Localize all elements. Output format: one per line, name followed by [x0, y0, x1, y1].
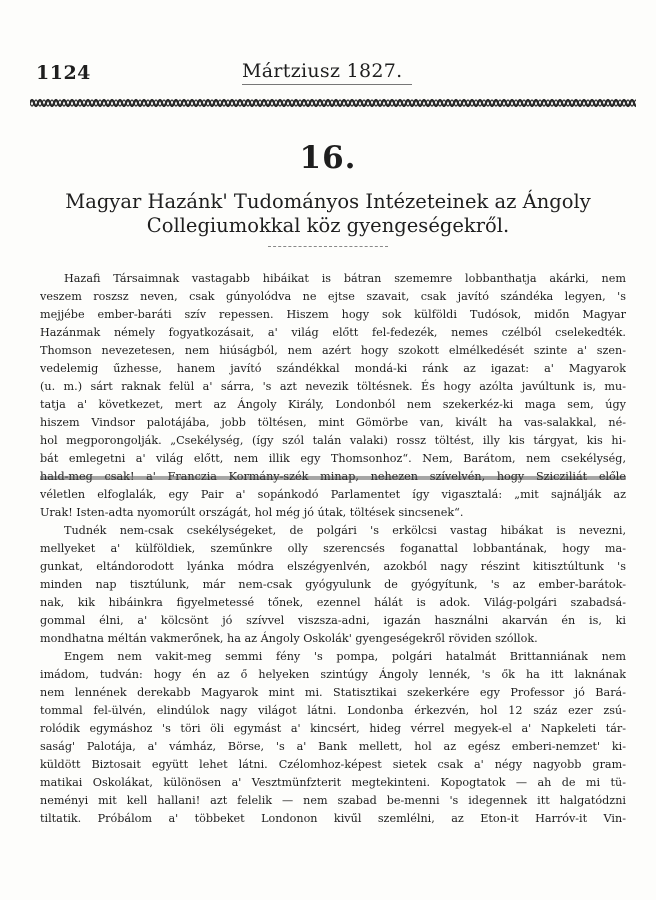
body-line: imádom, tudván: hogy én az ő helyeken szintúgy Ángoly lennék, 's ők ha itt laknának	[40, 668, 626, 681]
body-line: tommal fel-ülvén, elindúlok nagy világot látni. Londonba érkezvén, hol 12 száz ezer zsú-	[40, 704, 626, 717]
body-line: (u. m.) sárt raknak felül a' sárra, 's azt nevezik töltésnek. És hogy azólta javúltunk is, mu-	[40, 380, 626, 393]
body-line: neményi mit kell hallani! azt felelik — nem szabad be-menni 's idegennek itt halgatódzni	[40, 794, 626, 807]
body-line: véletlen elfoglalák, egy Pair a' sopánkodó Parlamentet így vigasztalá: „mit sajnálják az	[40, 488, 626, 501]
body-line: tiltatik. Próbálom a' többeket Londonon kivűl szemlélni, az Eton-it Harróv-it Vin-	[40, 812, 626, 825]
page-header	[36, 62, 636, 92]
body-line: gunkat, eltándorodott lyánka módra elszégyenlvén, azokból nagy részint kitisztúltunk 's	[40, 560, 626, 573]
body-line: Tudnék nem-csak csekélységeket, de polgári 's erkölcsi vastag hibákat is nevezni,	[64, 524, 626, 537]
body-line: bát emlegetni a' világ előtt, nem illik egy Thomsonhoz“. Nem, Barátom, nem csekélység,	[40, 452, 626, 465]
body-line: küldött Biztosait együtt lehet látni. Czélomhoz-képest sietek csak a' négy nagyobb gram-	[40, 758, 626, 771]
body-line: mondhatna méltán vakmerőnek, ha az Ángoly Oskolák' gyengeségekről röviden szóllok.	[40, 632, 538, 645]
article-title-line: Collegiumokkal köz gyengeségekről.	[146, 214, 510, 237]
body-line: mellyeket a' külföldiek, szeműnkre olly szerencsés foganattal lobbantának, hogy ma-	[40, 542, 626, 555]
article-title-line: Magyar Hazánk' Tudományos Intézeteinek az Ángoly	[65, 190, 591, 213]
body-line: tatja a' következet, mert az Ángoly Király, Londonból nem szekerkéz-ki maga sem, úgy	[40, 398, 626, 411]
body-line: matikai Oskolákat, különösen a' Vesztmünfzterit megtekinteni. Kopogtatok — ah de mi tü-	[40, 776, 626, 789]
body-line: vedelemig űzhesse, hanem javító szándékkal mondá-ki ránk az igazat: a' Magyarok	[40, 362, 626, 375]
body-line: mejjébe ember-baráti szív repessen. Hiszem hogy sok külföldi Tudósok, midőn Magyar	[40, 308, 626, 321]
wavy-ornament-rule	[30, 96, 636, 110]
strikethrough-mark	[40, 476, 626, 480]
body-line: saság' Palotája, a' vámház, Börse, 's a' Bank mellett, hol az egész emberi-nemzet' ki-	[40, 740, 626, 753]
body-line: rolódik egymáshoz 's töri öli egymást a' kincsért, hideg vérrel megyek-el a' Napkeleti tár-	[40, 722, 626, 735]
article-body	[40, 270, 626, 828]
body-line-text: hald-meg csak! a' Franczia Kormány-szék minap, nehezen szívelvén, hogy Szicziliát előle	[40, 470, 626, 483]
body-line: minden nap tisztúlunk, már nem-csak gyógyulunk de gyógyítunk, 's az ember-barátok-	[40, 578, 626, 591]
page-number: 1124	[36, 62, 91, 84]
running-title: Mártziusz 1827.	[242, 60, 403, 82]
body-line: hol megporongolják. „Csekélység, (így szól talán valaki) rossz töltést, illy kis tárgyat, kis hi-	[40, 434, 626, 447]
body-line: Urak! Isten-adta nyomorúlt országát, hol még jó útak, töltések sincsenek“.	[40, 506, 464, 519]
body-line: gommal élni, a' kölcsönt jó szívvel viszsza-adni, igazán használni akarván én is, ki	[40, 614, 626, 627]
body-line: Engem nem vakit-meg semmi fény 's pompa, polgári hatalmát Brittanniának nem	[64, 650, 626, 663]
body-line: Hazafi Társaimnak vastagabb hibáikat is bátran szememre lobbanthatja akárki, nem	[64, 272, 626, 285]
body-line-struck	[40, 468, 626, 486]
body-line: hiszem Vindsor palotájába, jobb töltésen, mint Gömörbe van, kivált ha vas-salakkal, né-	[40, 416, 626, 429]
running-title-underline	[242, 84, 412, 85]
body-line: veszem roszsz neven, csak gúnyolódva ne ejtse szavait, csak javító szándéka legyen, 's	[40, 290, 626, 303]
body-line: nak, kik hibáinkra figyelmetessé tőnek, ezennel hálát is adok. Világ-polgári szabadsá-	[40, 596, 626, 609]
article-number: 16.	[299, 140, 357, 176]
body-line: Thomson nevezetesen, nem hiúságból, nem azért hogy szokott elmélkedését szinte a' szen-	[40, 344, 626, 357]
article-title	[50, 190, 606, 238]
body-line: Hazánmak némely fogyatkozásait, a' világ előtt fel-fedezék, nemes czélból cselekedték.	[40, 326, 626, 339]
body-line: nem lennének derekabb Magyarok mint mi. Statisztikai szekerkére egy Professor jó Bará-	[40, 686, 626, 699]
title-divider	[268, 246, 388, 247]
